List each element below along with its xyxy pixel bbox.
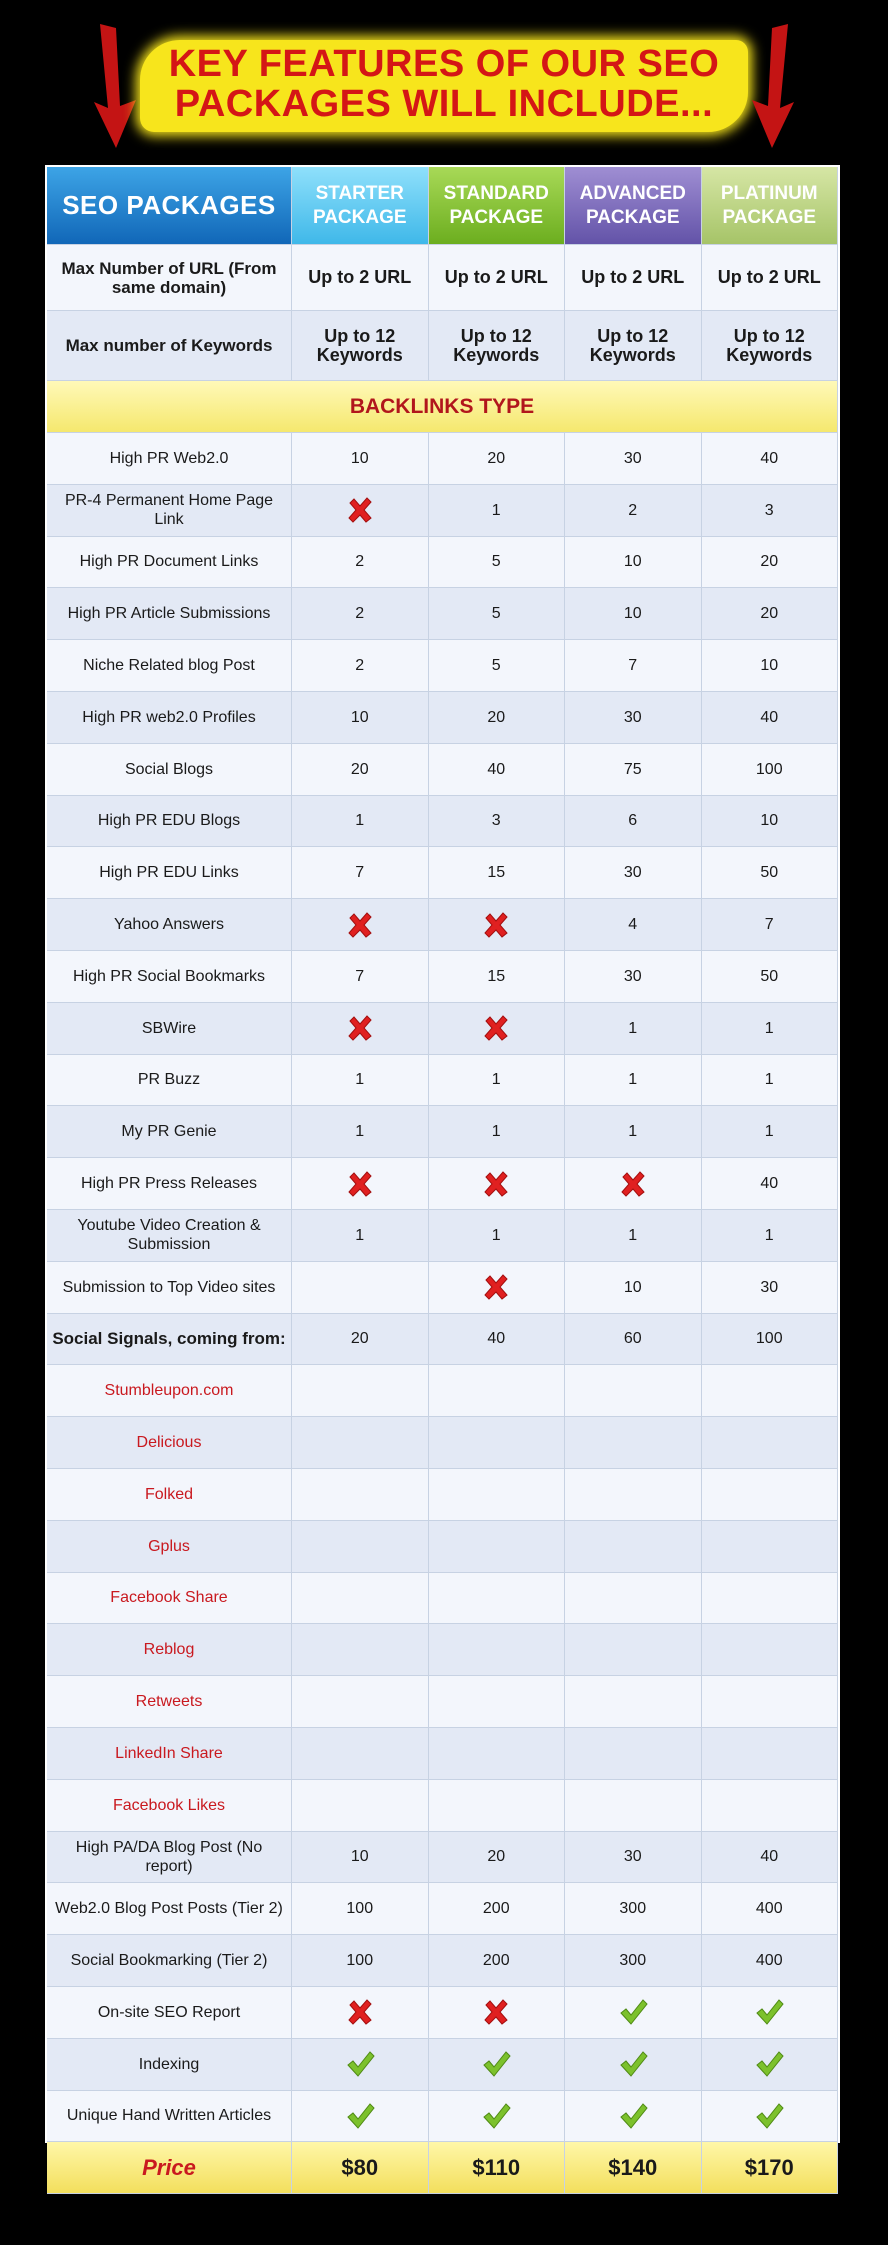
x-icon	[618, 1169, 648, 1199]
package-value-cell: 7	[565, 640, 702, 692]
package-value-cell	[292, 1573, 429, 1625]
social-source-row	[47, 1365, 838, 1417]
package-value-cell: 1	[429, 1210, 566, 1262]
package-value-cell: 1	[292, 1210, 429, 1262]
package-value-cell	[565, 1676, 702, 1728]
feature-label: PR Buzz	[47, 1055, 292, 1107]
social-source-row	[47, 1780, 838, 1832]
table-row	[47, 1106, 838, 1158]
package-value-cell: 20	[702, 588, 839, 640]
package-value-cell	[292, 1003, 429, 1055]
package-value-cell	[292, 2091, 429, 2143]
package-name: ADVANCED	[579, 182, 686, 204]
package-value-cell: 2	[292, 588, 429, 640]
package-value-cell	[292, 899, 429, 951]
social-source-label: Reblog	[47, 1624, 292, 1676]
feature-label: Web2.0 Blog Post Posts (Tier 2)	[47, 1883, 292, 1935]
package-value-cell: 7	[292, 847, 429, 899]
package-value-cell: 1	[702, 1106, 839, 1158]
table-row	[47, 588, 838, 640]
package-value-cell: $80	[292, 2142, 429, 2194]
package-value-cell: Up to 12 Keywords	[565, 311, 702, 381]
check-icon	[618, 1997, 648, 2027]
package-value-cell	[702, 1780, 839, 1832]
table-row	[47, 1832, 838, 1884]
seo-packages-heading: SEO PACKAGES	[47, 167, 292, 245]
x-icon	[481, 1272, 511, 1302]
social-source-label: Gplus	[47, 1521, 292, 1573]
package-value-cell	[565, 1573, 702, 1625]
package-value-cell: 1	[292, 796, 429, 848]
feature-label: High PR EDU Blogs	[47, 796, 292, 848]
check-icon	[754, 2101, 784, 2131]
package-value-cell: 10	[565, 537, 702, 589]
table-row	[47, 640, 838, 692]
title-line-1: KEY FEATURES OF OUR SEO	[168, 43, 720, 85]
feature-label: Social Signals, coming from:	[47, 1314, 292, 1366]
package-value-cell: 100	[292, 1935, 429, 1987]
package-value-cell	[565, 1469, 702, 1521]
price-label: Price	[47, 2142, 292, 2194]
x-icon	[345, 495, 375, 525]
feature-label: High PR EDU Links	[47, 847, 292, 899]
package-value-cell: 1	[429, 1106, 566, 1158]
table-row	[47, 1055, 838, 1107]
feature-label: Social Bookmarking (Tier 2)	[47, 1935, 292, 1987]
pricing-table-container	[45, 165, 840, 2181]
social-source-label: Facebook Likes	[47, 1780, 292, 1832]
package-value-cell: 3	[702, 485, 839, 537]
package-value-cell: 2	[292, 640, 429, 692]
package-value-cell: 40	[702, 433, 839, 485]
package-value-cell: 2	[565, 485, 702, 537]
package-value-cell: 100	[702, 744, 839, 796]
package-value-cell: 7	[702, 899, 839, 951]
check-icon	[754, 2049, 784, 2079]
check-icon	[618, 2101, 648, 2131]
package-value-cell	[565, 1780, 702, 1832]
x-icon	[345, 1013, 375, 1043]
package-value-cell: 20	[702, 537, 839, 589]
table-row	[47, 245, 838, 311]
package-value-cell	[565, 1624, 702, 1676]
package-value-cell: 75	[565, 744, 702, 796]
package-value-cell: 300	[565, 1935, 702, 1987]
feature-label: High PA/DA Blog Post (No report)	[47, 1832, 292, 1884]
feature-label: Max number of Keywords	[47, 311, 292, 381]
feature-label: Niche Related blog Post	[47, 640, 292, 692]
package-value-cell: 100	[292, 1883, 429, 1935]
social-signals-row	[47, 1314, 838, 1366]
social-source-label: Stumbleupon.com	[47, 1365, 292, 1417]
table-row	[47, 847, 838, 899]
feature-label: On-site SEO Report	[47, 1987, 292, 2039]
table-row	[47, 1883, 838, 1935]
feature-label: Youtube Video Creation & Submission	[47, 1210, 292, 1262]
package-value-cell: 40	[702, 1158, 839, 1210]
package-value-cell	[702, 1728, 839, 1780]
feature-label: High PR web2.0 Profiles	[47, 692, 292, 744]
package-value-cell: 30	[702, 1262, 839, 1314]
package-word: PACKAGE	[449, 206, 544, 228]
package-value-cell: Up to 2 URL	[292, 245, 429, 311]
package-value-cell: 40	[429, 1314, 566, 1366]
table-row	[47, 2039, 838, 2091]
table-row	[47, 1158, 838, 1210]
package-name: STANDARD	[443, 182, 549, 204]
table-row	[47, 2091, 838, 2143]
social-source-label: LinkedIn Share	[47, 1728, 292, 1780]
feature-label: My PR Genie	[47, 1106, 292, 1158]
package-value-cell	[702, 1987, 839, 2039]
package-value-cell	[429, 1469, 566, 1521]
package-value-cell: 5	[429, 640, 566, 692]
package-value-cell: 30	[565, 1832, 702, 1884]
table-row	[47, 485, 838, 537]
package-value-cell: Up to 2 URL	[429, 245, 566, 311]
package-value-cell: 40	[702, 1832, 839, 1884]
package-value-cell	[702, 1365, 839, 1417]
package-value-cell	[292, 1521, 429, 1573]
feature-label: High PR Document Links	[47, 537, 292, 589]
package-value-cell: Up to 2 URL	[702, 245, 839, 311]
package-value-cell: 200	[429, 1935, 566, 1987]
backlinks-type-heading: BACKLINKS TYPE	[47, 381, 838, 433]
title-line-2: PACKAGES WILL INCLUDE...	[174, 83, 714, 125]
package-value-cell: 1	[292, 1106, 429, 1158]
package-name: STARTER	[315, 182, 404, 204]
package-value-cell	[429, 2039, 566, 2091]
table-row	[47, 744, 838, 796]
table-row	[47, 1262, 838, 1314]
package-value-cell	[702, 2091, 839, 2143]
package-value-cell	[292, 1987, 429, 2039]
package-value-cell: 30	[565, 951, 702, 1003]
package-value-cell	[292, 485, 429, 537]
package-value-cell: 50	[702, 847, 839, 899]
package-value-cell: 10	[565, 588, 702, 640]
advanced-package-heading	[565, 167, 702, 245]
feature-label: PR-4 Permanent Home Page Link	[47, 485, 292, 537]
table-row	[47, 537, 838, 589]
package-value-cell	[702, 2039, 839, 2091]
table-row	[47, 1987, 838, 2039]
package-value-cell: 20	[292, 1314, 429, 1366]
package-value-cell: $170	[702, 2142, 839, 2194]
package-value-cell: 300	[565, 1883, 702, 1935]
package-value-cell	[429, 1521, 566, 1573]
package-value-cell	[292, 1676, 429, 1728]
check-icon	[481, 2101, 511, 2131]
package-value-cell	[429, 1987, 566, 2039]
package-value-cell: Up to 2 URL	[565, 245, 702, 311]
package-value-cell: Up to 12 Keywords	[292, 311, 429, 381]
package-value-cell: 10	[292, 433, 429, 485]
x-icon	[481, 1997, 511, 2027]
package-value-cell: 10	[565, 1262, 702, 1314]
package-value-cell: 10	[292, 692, 429, 744]
feature-label: Submission to Top Video sites	[47, 1262, 292, 1314]
package-value-cell: 40	[429, 744, 566, 796]
package-value-cell: 2	[292, 537, 429, 589]
x-icon	[481, 1169, 511, 1199]
package-value-cell: 1	[292, 1055, 429, 1107]
x-icon	[481, 1013, 511, 1043]
package-value-cell: 400	[702, 1883, 839, 1935]
package-value-cell	[565, 1987, 702, 2039]
x-icon	[345, 1997, 375, 2027]
package-value-cell: 3	[429, 796, 566, 848]
feature-label: High PR Social Bookmarks	[47, 951, 292, 1003]
package-value-cell: 7	[292, 951, 429, 1003]
package-value-cell	[429, 1728, 566, 1780]
package-value-cell	[429, 1676, 566, 1728]
table-row	[47, 796, 838, 848]
package-value-cell: 40	[702, 692, 839, 744]
package-value-cell: $110	[429, 2142, 566, 2194]
table-row	[47, 1210, 838, 1262]
package-value-cell	[565, 1158, 702, 1210]
package-value-cell: 30	[565, 847, 702, 899]
section-row	[47, 381, 838, 433]
package-value-cell: 1	[565, 1055, 702, 1107]
feature-label: Max Number of URL (From same domain)	[47, 245, 292, 311]
package-value-cell	[565, 1365, 702, 1417]
package-value-cell: 1	[565, 1003, 702, 1055]
package-value-cell: Up to 12 Keywords	[429, 311, 566, 381]
starter-package-heading	[292, 167, 429, 245]
package-value-cell: 15	[429, 951, 566, 1003]
social-source-label: Folked	[47, 1469, 292, 1521]
package-value-cell	[429, 1365, 566, 1417]
package-value-cell: 1	[702, 1210, 839, 1262]
package-value-cell	[702, 1469, 839, 1521]
package-value-cell: 10	[702, 796, 839, 848]
table-row	[47, 951, 838, 1003]
package-value-cell: 10	[292, 1832, 429, 1884]
package-value-cell: 1	[565, 1106, 702, 1158]
social-source-label: Retweets	[47, 1676, 292, 1728]
package-word: PACKAGE	[312, 206, 407, 228]
package-value-cell	[292, 2039, 429, 2091]
package-value-cell	[292, 1780, 429, 1832]
package-value-cell: 1	[702, 1055, 839, 1107]
feature-label: High PR Web2.0	[47, 433, 292, 485]
package-value-cell	[565, 2039, 702, 2091]
package-value-cell	[565, 1417, 702, 1469]
package-value-cell	[292, 1262, 429, 1314]
package-value-cell: 5	[429, 537, 566, 589]
social-source-row	[47, 1417, 838, 1469]
package-value-cell: 1	[565, 1210, 702, 1262]
check-icon	[345, 2101, 375, 2131]
package-value-cell: 1	[429, 1055, 566, 1107]
social-source-row	[47, 1469, 838, 1521]
package-value-cell: 60	[565, 1314, 702, 1366]
package-value-cell: 15	[429, 847, 566, 899]
social-source-row	[47, 1521, 838, 1573]
package-value-cell	[429, 1262, 566, 1314]
package-value-cell	[702, 1676, 839, 1728]
package-value-cell: Up to 12 Keywords	[702, 311, 839, 381]
package-value-cell	[429, 899, 566, 951]
package-value-cell	[429, 2091, 566, 2143]
table-row	[47, 692, 838, 744]
social-source-row	[47, 1624, 838, 1676]
check-icon	[754, 1997, 784, 2027]
package-value-cell: 50	[702, 951, 839, 1003]
table-row	[47, 433, 838, 485]
package-value-cell	[429, 1417, 566, 1469]
package-value-cell	[702, 1521, 839, 1573]
package-value-cell	[429, 1624, 566, 1676]
package-word: PACKAGE	[585, 206, 680, 228]
x-icon	[345, 1169, 375, 1199]
package-value-cell	[429, 1003, 566, 1055]
table-row	[47, 899, 838, 951]
package-value-cell: 100	[702, 1314, 839, 1366]
package-value-cell: 20	[429, 1832, 566, 1884]
table-row	[47, 1003, 838, 1055]
feature-label: High PR Press Releases	[47, 1158, 292, 1210]
feature-label: SBWire	[47, 1003, 292, 1055]
package-value-cell	[565, 2091, 702, 2143]
package-value-cell: $140	[565, 2142, 702, 2194]
package-value-cell: 5	[429, 588, 566, 640]
social-source-label: Delicious	[47, 1417, 292, 1469]
feature-label: Social Blogs	[47, 744, 292, 796]
package-value-cell	[429, 1573, 566, 1625]
package-value-cell	[429, 1780, 566, 1832]
check-icon	[481, 2049, 511, 2079]
packages-table	[47, 167, 838, 2194]
package-value-cell	[429, 1158, 566, 1210]
package-value-cell	[292, 1728, 429, 1780]
package-value-cell: 20	[429, 692, 566, 744]
package-value-cell	[292, 1365, 429, 1417]
feature-label: High PR Article Submissions	[47, 588, 292, 640]
package-value-cell: 6	[565, 796, 702, 848]
feature-label: Indexing	[47, 2039, 292, 2091]
standard-package-heading	[429, 167, 566, 245]
platinum-package-heading	[702, 167, 839, 245]
package-value-cell: 30	[565, 692, 702, 744]
price-row	[47, 2142, 838, 2194]
social-source-row	[47, 1676, 838, 1728]
package-word: PACKAGE	[722, 206, 817, 228]
package-value-cell: 20	[429, 433, 566, 485]
package-value-cell	[702, 1573, 839, 1625]
package-value-cell: 20	[292, 744, 429, 796]
package-value-cell	[292, 1469, 429, 1521]
social-source-row	[47, 1728, 838, 1780]
check-icon	[345, 2049, 375, 2079]
social-source-row	[47, 1573, 838, 1625]
package-value-cell	[292, 1417, 429, 1469]
package-value-cell	[565, 1521, 702, 1573]
package-value-cell	[702, 1417, 839, 1469]
header-banner	[0, 0, 888, 160]
arrow-down-icon	[742, 22, 802, 150]
package-value-cell: 1	[702, 1003, 839, 1055]
package-value-cell: 10	[702, 640, 839, 692]
package-value-cell: 200	[429, 1883, 566, 1935]
x-icon	[481, 910, 511, 940]
package-value-cell	[702, 1624, 839, 1676]
feature-label: Unique Hand Written Articles	[47, 2091, 292, 2143]
package-value-cell: 400	[702, 1935, 839, 1987]
package-value-cell	[292, 1624, 429, 1676]
table-header-row	[47, 167, 838, 245]
table-row	[47, 311, 838, 381]
check-icon	[618, 2049, 648, 2079]
x-icon	[345, 910, 375, 940]
feature-label: Yahoo Answers	[47, 899, 292, 951]
social-source-label: Facebook Share	[47, 1573, 292, 1625]
package-value-cell: 1	[429, 485, 566, 537]
package-value-cell: 4	[565, 899, 702, 951]
package-value-cell	[565, 1728, 702, 1780]
package-value-cell	[292, 1158, 429, 1210]
package-value-cell: 30	[565, 433, 702, 485]
table-row	[47, 1935, 838, 1987]
package-name: PLATINUM	[720, 182, 818, 204]
